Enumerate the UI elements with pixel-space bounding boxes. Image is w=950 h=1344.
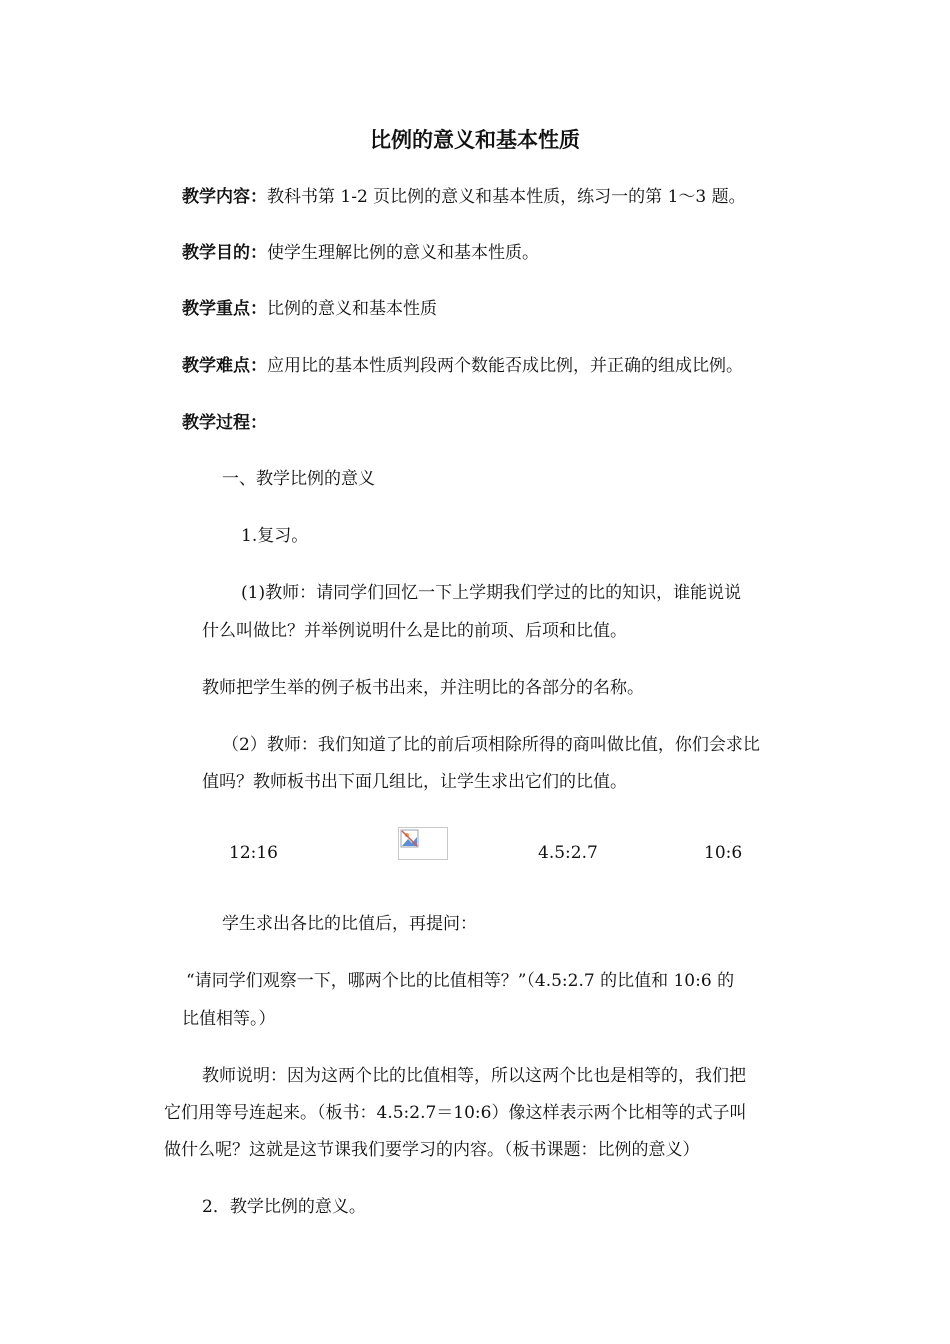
broken-image-icon	[400, 829, 420, 849]
quote-line-2: 比值相等。）	[182, 1009, 276, 1029]
section-difficulty	[182, 355, 743, 377]
section-text: 使学生理解比例的意义和基本性质。	[267, 243, 539, 263]
q2-line-1: （2）教师：我们知道了比的前后项相除所得的商叫做比值，你们会求比	[222, 735, 760, 755]
q1-line-1: (1)教师：请同学们回忆一下上学期我们学过的比的知识，谁能说说	[241, 583, 742, 603]
q2-line-2: 值吗？教师板书出下面几组比，让学生求出它们的比值。	[202, 772, 627, 792]
section-content	[182, 186, 746, 208]
section-text: 应用比的基本性质判段两个数能否成比例，并正确的组成比例。	[267, 356, 743, 376]
section-text: 教科书第 1-2 页比例的意义和基本性质，练习一的第 1～3 题。	[267, 187, 746, 207]
section-key-point	[182, 298, 437, 320]
explain-line-3: 做什么呢？这就是这节课我们要学习的内容。（板书课题：比例的意义）	[164, 1140, 700, 1160]
review-heading: 1.复习。	[241, 526, 309, 546]
section-label: 教学难点：	[182, 356, 267, 376]
section-label: 教学重点：	[182, 299, 267, 319]
ratio-3: 10:6	[704, 843, 743, 863]
section-label: 教学内容：	[182, 187, 267, 207]
heading-2: 2．教学比例的意义。	[202, 1197, 366, 1217]
section-text: 比例的意义和基本性质	[267, 299, 437, 319]
section-label: 教学目的：	[182, 243, 267, 263]
ask-line: 学生求出各比的比值后，再提问：	[222, 914, 477, 934]
section-process	[182, 412, 267, 434]
ratio-1: 12:16	[229, 843, 278, 863]
quote-line-1: “请同学们观察一下，哪两个比的比值相等？”（4.5:2.7 的比值和 10:6 的	[186, 971, 735, 991]
q1-line-2: 什么叫做比？并举例说明什么是比的前项、后项和比值。	[202, 621, 627, 641]
broken-image	[398, 827, 448, 860]
heading-1: 一、教学比例的意义	[222, 469, 375, 489]
ratio-2: 4.5:2.7	[538, 843, 598, 863]
section-label: 教学过程：	[182, 413, 267, 433]
section-objective	[182, 242, 539, 264]
board-note: 教师把学生举的例子板书出来，并注明比的各部分的名称。	[202, 678, 644, 698]
page-title: 比例的意义和基本性质	[370, 128, 580, 152]
explain-line-2: 它们用等号连起来。（板书：4.5:2.7＝10:6）像这样表示两个比相等的式子叫	[164, 1103, 747, 1123]
explain-line-1: 教师说明：因为这两个比的比值相等，所以这两个比也是相等的，我们把	[202, 1066, 746, 1086]
